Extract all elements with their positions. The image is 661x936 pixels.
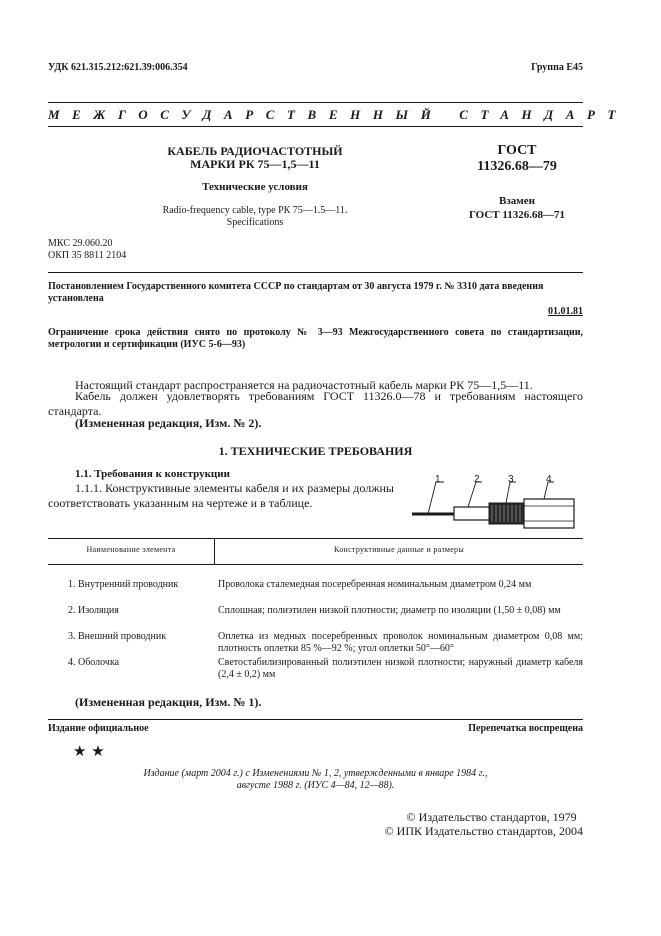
gost-label: ГОСТ bbox=[497, 143, 537, 158]
jacket-shape bbox=[524, 499, 574, 528]
english-title-line2: Specifications bbox=[226, 217, 284, 228]
codes-rule bbox=[48, 272, 583, 273]
replaces-block bbox=[452, 194, 582, 222]
table-row-3-data: Оплетка из медных посеребренных проволок номинальным диаметром 0,08 мм; плотность оплетки 85 %—92 %; угол оплетки 50°—60° bbox=[218, 631, 583, 654]
subsection-title: 1.1. Требования к конструкции bbox=[75, 468, 230, 480]
table-header-name: Наименование элемента bbox=[86, 545, 176, 554]
outer-conductor-shape bbox=[489, 503, 525, 524]
okp-code: ОКП 35 8811 2104 bbox=[48, 250, 127, 261]
table-row-3-name: 3. Внешний проводник bbox=[68, 631, 167, 642]
edition-note bbox=[48, 768, 583, 792]
table-row-2-name: 2. Изоляция bbox=[68, 605, 119, 616]
gost-number: 11326.68—79 bbox=[477, 159, 557, 174]
gost-block bbox=[452, 143, 582, 175]
table-top-rule bbox=[48, 538, 583, 539]
table-row-1-data: Проволока сталемедная посеребренная номинальным диаметром 0,24 мм bbox=[218, 579, 532, 590]
official-edition: Издание официальное bbox=[48, 723, 149, 734]
title-line1: КАБЕЛЬ РАДИОЧАСТОТНЫЙ bbox=[167, 144, 343, 158]
group-code: Группа Е45 bbox=[531, 62, 583, 73]
replaces-standard: ГОСТ 11326.68—71 bbox=[468, 209, 566, 221]
intro-amend-note: (Измененная редакция, Изм. № 2). bbox=[75, 416, 262, 430]
table-header-rule bbox=[48, 564, 583, 565]
english-title-line1: Radio-frequency cable, type РК 75—1.5—11. bbox=[162, 205, 348, 216]
copyright-2004: © ИПК Издательство стандартов, 2004 bbox=[384, 824, 583, 838]
decree-date: 01.01.81 bbox=[548, 306, 583, 317]
subtitle: Технические условия bbox=[202, 181, 308, 193]
diagram-label-1: 1 bbox=[435, 474, 441, 485]
diagram-label-2: 2 bbox=[474, 474, 480, 485]
decree-text: Постановлением Государственного комитета СССР по стандартам от 30 августа 1979 г. № 3310 дата введения установлена bbox=[48, 281, 544, 304]
table-amend-note: (Измененная редакция, Изм. № 1). bbox=[75, 695, 262, 709]
title-block bbox=[110, 145, 400, 171]
reprint-prohibited: Перепечатка воспрещена bbox=[468, 723, 583, 734]
replaces-label: Взамен bbox=[499, 195, 535, 207]
insulation-shape bbox=[454, 507, 490, 520]
english-title bbox=[110, 205, 400, 229]
mks-code: МКС 29.060.20 bbox=[48, 238, 113, 249]
stars-mark: ★ ★ bbox=[73, 742, 105, 760]
section-title: 1. ТЕХНИЧЕСКИЕ ТРЕБОВАНИЯ bbox=[218, 444, 413, 458]
table-row-4-name: 4. Оболочка bbox=[68, 657, 120, 668]
title-line2: МАРКИ РК 75—1,5—11 bbox=[190, 157, 320, 171]
top-rule bbox=[48, 102, 583, 103]
table-row-2-data: Сплошная; полиэтилен низкой плотности; диаметр по изоляции (1,50 ± 0,08) мм bbox=[218, 605, 561, 616]
table-header-data: Конструктивные данные и размеры bbox=[333, 545, 465, 554]
edition-note-line1: Издание (март 2004 г.) с Изменениями № 1, 2, утвержденными в январе 1984 г., bbox=[143, 768, 488, 779]
copyright-block bbox=[385, 810, 583, 838]
intro-paragraph-2: Кабель должен удовлетворять требованиям ГОСТ 11326.0—78 и требованиям настоящего стандарта. bbox=[48, 389, 583, 418]
intro-paragraph-1: Настоящий стандарт распространяется на радиочастотный кабель марки РК 75—1,5—11. bbox=[75, 378, 533, 392]
classification-codes bbox=[48, 238, 126, 262]
diagram-label-4: 4 bbox=[546, 474, 552, 485]
table-row-4-data: Светостабилизированный полиэтилен низкой плотности; наружный диаметр кабеля (2,4 ± 0,2) мм bbox=[218, 657, 583, 680]
banner-rule bbox=[48, 126, 583, 127]
copyright-1979: © Издательство стандартов, 1979 bbox=[406, 810, 577, 824]
udk-code: УДК 621.315.212:621.39:006.354 bbox=[48, 62, 188, 73]
diagram-label-3: 3 bbox=[508, 474, 514, 485]
edition-note-line2: августе 1988 г. (ИУС 4—84, 12—88). bbox=[236, 780, 395, 791]
construction-paragraph: 1.1.1. Конструктивные элементы кабеля и их размеры должны соответствовать указанным на чертеже и в таблице. bbox=[48, 481, 394, 510]
table-row-1-name: 1. Внутренний проводник bbox=[68, 579, 179, 590]
standard-banner: МЕЖГОСУДАРСТВЕННЫЙ СТАНДАРТ bbox=[48, 107, 629, 122]
restriction-text: Ограничение срока действия снято по протоколу № 3—93 Межгосударственного совета по стандартизации, метрологии и сертификации (ИУС 5-6—93) bbox=[48, 327, 583, 350]
footer-rule bbox=[48, 719, 583, 720]
